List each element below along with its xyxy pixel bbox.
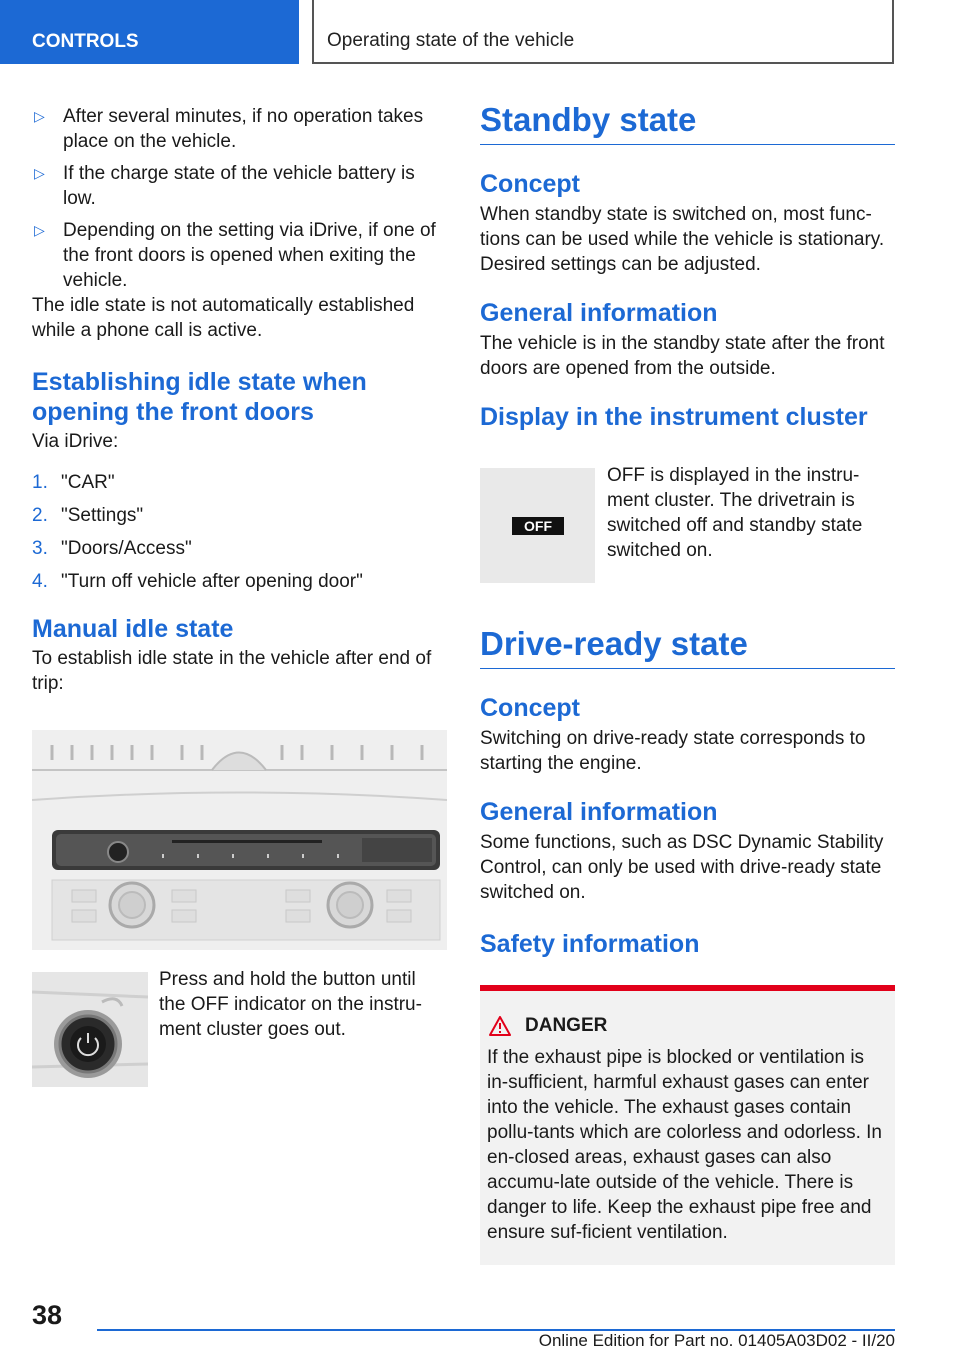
display-heading: Display in the instrument cluster <box>480 403 868 431</box>
via-idrive-text: Via iDrive: <box>32 431 119 452</box>
chapter-title: Operating state of the vehicle <box>312 0 894 64</box>
standby-state-title: Standby state <box>480 100 895 145</box>
button-caption: Press and hold the button until the OFF indicator on the instru-ment cluster goes out. <box>159 969 422 1040</box>
triangle-bullet-icon: ▷ <box>34 222 45 238</box>
standby-general-heading: General information <box>480 299 718 327</box>
off-indicator-image <box>480 468 595 583</box>
power-button-illustration <box>32 972 148 1087</box>
list-item: ▷ Depending on the setting via iDrive, if one of the front doors is opened when exiting the vehicle. <box>34 220 436 291</box>
display-text: OFF is displayed in the instru-ment cluster. The drivetrain is switched off and standby state switched on. <box>607 465 863 561</box>
list-item: 2. "Settings" <box>32 505 144 526</box>
off-badge: OFF <box>512 517 564 535</box>
manual-idle-text: To establish idle state in the vehicle after end of trip: <box>32 648 432 694</box>
idrive-steps <box>32 470 447 594</box>
list-item: 4. "Turn off vehicle after opening door" <box>32 571 363 592</box>
standby-concept-heading: Concept <box>480 170 580 198</box>
list-item: ▷ If the charge state of the vehicle battery is low. <box>34 163 415 209</box>
edition-text: Online Edition for Part no. 01405A03D02 - II/20 <box>538 1331 895 1350</box>
section-tab: CONTROLS <box>0 0 299 64</box>
danger-text: If the exhaust pipe is blocked or ventilation is in-sufficient, harmful exhaust gases can enter into the vehicle. The exhaust gases contain pollu-tants which are colorless and odorless. In en-closed areas, exhaust gases can also accumu-late outside of the vehicle. There is danger to life. Keep the exhaust pipe free and ensure suf-ficient ventilation. <box>487 1047 882 1243</box>
triangle-bullet-icon: ▷ <box>34 165 45 181</box>
drive-general-heading: General information <box>480 798 718 826</box>
manual-idle-heading: Manual idle state <box>32 615 234 643</box>
left-column <box>32 100 447 696</box>
page-number: 38 <box>32 1300 63 1330</box>
triangle-bullet-icon: ▷ <box>34 108 45 124</box>
standby-general-text: The vehicle is in the standby state after the front doors are opened from the outside. <box>480 333 885 379</box>
danger-label: DANGER <box>525 1015 608 1036</box>
page-header <box>0 0 960 66</box>
standby-concept-text: When standby state is switched on, most func-tions can be used while the vehicle is stationary. Desired settings can be adjusted. <box>480 204 885 275</box>
drive-general-text: Some functions, such as DSC Dynamic Stability Control, can only be used with drive-ready state switched on. <box>480 832 884 903</box>
list-item: 1. "CAR" <box>32 472 115 493</box>
drive-concept-heading: Concept <box>480 694 580 722</box>
center-console-image <box>32 730 447 950</box>
danger-header <box>487 1015 887 1037</box>
list-item: ▷ After several minutes, if no operation takes place on the vehicle. <box>34 106 424 152</box>
drive-ready-section <box>480 624 895 959</box>
right-column <box>480 100 895 432</box>
safety-heading: Safety information <box>480 930 700 958</box>
drive-concept-text: Switching on drive-ready state corresponds to starting the engine. <box>480 728 866 774</box>
power-button-image <box>32 972 148 1087</box>
idle-note: The idle state is not automatically established while a phone call is active. <box>32 295 415 341</box>
list-item: 3. "Doors/Access" <box>32 538 192 559</box>
console-illustration <box>32 730 447 950</box>
drive-ready-title: Drive-ready state <box>480 624 895 669</box>
danger-box <box>480 985 895 1265</box>
warning-triangle-icon <box>489 1016 511 1036</box>
establishing-heading: Establishing idle state when opening the front doors <box>32 368 367 426</box>
